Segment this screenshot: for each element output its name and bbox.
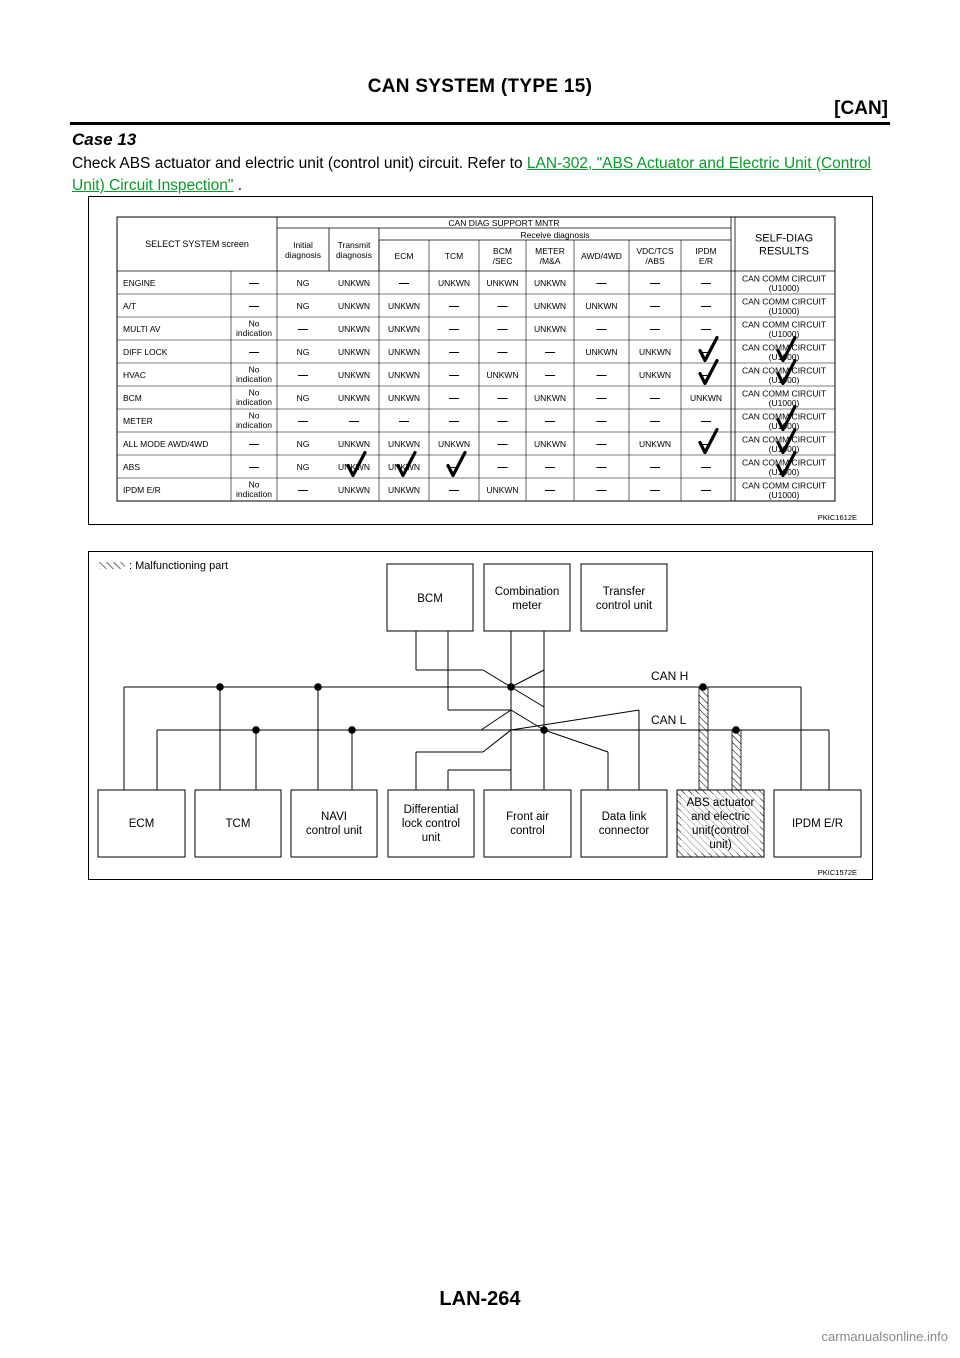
cell-initial: — (249, 347, 259, 358)
cell-result: CAN COMM CIRCUIT (741, 342, 827, 353)
junction-dot (732, 726, 740, 734)
cell-value: UNKWN (387, 370, 421, 380)
header-receive-col: METER (535, 245, 565, 256)
cell-dash: — (701, 278, 711, 289)
cell-value: UNKWN (387, 439, 421, 449)
cell-dash: — (449, 370, 459, 381)
cell-value: UNKWN (337, 278, 371, 288)
header-receive: Receive diagnosis (520, 230, 590, 240)
cell-value: UNKWN (337, 462, 371, 472)
cell-dash: — (545, 416, 555, 427)
header-receive-col: VDC/TCS (636, 245, 674, 256)
cell-dash: — (497, 439, 508, 450)
header-self-diag: RESULTS (759, 245, 809, 258)
cell-initial: indication (236, 420, 272, 431)
can-system-diagram (89, 552, 872, 879)
cell-dash: — (449, 347, 459, 358)
cell-result: (U1000) (768, 398, 800, 408)
cell-result: (U1000) (768, 329, 800, 339)
cell-value: UNKWN (533, 439, 567, 449)
cell-value: UNKWN (337, 347, 371, 357)
cell-dash: — (650, 393, 660, 404)
cell-result: CAN COMM CIRCUIT (741, 296, 827, 307)
header-initial: diagnosis (285, 249, 321, 260)
bottom-unit-label: connector (598, 825, 650, 838)
top-unit-label: BCM (417, 593, 443, 606)
cell-dash: — (497, 324, 508, 335)
cell-value: UNKWN (437, 278, 471, 288)
header-self-diag: SELF-DIAG (754, 232, 814, 245)
malfunction-wire-l (732, 730, 741, 790)
wire (483, 670, 511, 687)
cell-dash: — (298, 485, 308, 496)
row-system-name: A/T (123, 301, 137, 311)
header-receive-col: TCM (444, 250, 464, 261)
cell-dash: — (596, 370, 607, 381)
cell-dash: — (650, 416, 660, 427)
cell-value: NG (296, 278, 310, 288)
cell-value: UNKWN (337, 301, 371, 311)
bottom-unit-box (291, 790, 377, 857)
bottom-unit-box (581, 790, 667, 857)
cell-value: UNKWN (486, 370, 519, 380)
can-l-label: CAN L (651, 713, 687, 727)
cell-dash: — (449, 416, 459, 427)
cell-initial: No (248, 410, 260, 421)
cell-dash: — (497, 301, 508, 312)
header-receive-col: AWD/4WD (581, 250, 622, 261)
header-transmit: diagnosis (336, 249, 372, 260)
cell-initial: indication (236, 489, 272, 500)
cell-value: NG (296, 439, 310, 449)
header-receive-col: BCM (493, 245, 512, 256)
header-can-diag: CAN DIAG SUPPORT MNTR (448, 218, 560, 228)
cell-value: UNKWN (585, 301, 618, 311)
cell-initial: indication (236, 328, 272, 339)
bottom-unit-label: NAVI (321, 811, 347, 824)
cell-result: (U1000) (768, 375, 800, 385)
header-receive-col: ECM (394, 250, 414, 261)
bottom-unit-label: TCM (225, 818, 251, 831)
top-unit-label: meter (512, 600, 542, 613)
bottom-unit-label: control unit (305, 825, 363, 838)
cell-result: (U1000) (768, 421, 800, 431)
cell-dash: — (596, 462, 607, 473)
row-system-name: ABS (123, 462, 141, 472)
row-system-name: DIFF LOCK (123, 347, 168, 357)
cell-dash: — (596, 393, 607, 404)
cell-dash: — (701, 324, 711, 335)
cell-dash: — (545, 370, 555, 381)
wire (511, 687, 544, 707)
cell-value: NG (296, 462, 310, 472)
cell-value: UNKWN (387, 301, 421, 311)
bottom-unit-label: Differential (403, 804, 459, 817)
legend-hatch (99, 562, 125, 569)
cell-result: (U1000) (768, 283, 800, 293)
cell-dash: — (596, 278, 607, 289)
figure-id: PKIC1612E (817, 513, 857, 522)
cell-dash: — (545, 347, 555, 358)
reference-link[interactable]: LAN-302, "ABS Actuator and Electric Unit (Control Unit) Circuit Inspection" (72, 155, 871, 194)
section-tag: [CAN] (834, 98, 888, 119)
bottom-unit-label: unit (421, 832, 441, 845)
row-system-name: IPDM E/R (123, 485, 161, 495)
legend-text: : Malfunctioning part (129, 560, 229, 572)
bottom-unit-label: ABS actuator (686, 797, 755, 810)
cell-value: UNKWN (486, 278, 519, 288)
page-title: CAN SYSTEM (TYPE 15) (367, 76, 593, 97)
cell-value: UNKWN (486, 485, 519, 495)
wire (483, 730, 511, 752)
can-diag-table-figure (88, 196, 873, 525)
cell-value: UNKWN (533, 324, 567, 334)
cell-dash: — (449, 485, 459, 496)
cell-dash: — (497, 462, 508, 473)
cell-dash: — (650, 324, 660, 335)
cell-dash: — (701, 462, 711, 473)
cell-dash: — (701, 370, 711, 381)
cell-value: UNKWN (387, 324, 421, 334)
cell-result: (U1000) (768, 306, 800, 316)
cell-dash: — (596, 324, 607, 335)
header-receive-col: /ABS (645, 255, 665, 266)
cell-value: UNKWN (638, 439, 672, 449)
cell-result: CAN COMM CIRCUIT (741, 365, 827, 376)
cell-dash: — (349, 416, 359, 427)
cell-initial: No (248, 479, 260, 490)
cell-dash: — (701, 485, 711, 496)
cell-result: CAN COMM CIRCUIT (741, 434, 827, 445)
cell-initial: No (248, 318, 260, 329)
row-system-name: BCM (123, 393, 142, 403)
cell-dash: — (701, 439, 711, 450)
cell-dash: — (449, 462, 459, 473)
table-border (117, 217, 835, 501)
row-system-name: ENGINE (123, 278, 156, 288)
top-unit-label: Transfer (602, 586, 646, 599)
bottom-unit-label: Data link (601, 811, 647, 824)
page-number: LAN-264 (439, 1288, 521, 1310)
body-end: . (233, 177, 243, 194)
header-receive-col: IPDM (695, 245, 717, 256)
junction-dot (252, 726, 260, 734)
cell-result: (U1000) (768, 467, 800, 477)
cell-result: CAN COMM CIRCUIT (741, 319, 827, 330)
cell-dash: — (596, 485, 607, 496)
cell-initial: — (249, 278, 259, 289)
body-text: Check ABS actuator and electric unit (control unit) circuit. Refer to (72, 155, 527, 172)
cell-result: CAN COMM CIRCUIT (741, 480, 827, 491)
cell-dash: — (596, 439, 607, 450)
cell-dash: — (650, 278, 660, 289)
header-receive-col: /M&A (539, 255, 561, 266)
cell-value: UNKWN (638, 370, 672, 380)
cell-dash: — (497, 393, 508, 404)
cell-value: UNKWN (337, 324, 371, 334)
row-system-name: MULTI AV (123, 324, 161, 334)
row-system-name: METER (123, 416, 153, 426)
body-paragraph (72, 153, 890, 197)
junction-dot (348, 726, 356, 734)
cell-value: UNKWN (533, 278, 567, 288)
bottom-unit-label: Front air (506, 811, 549, 824)
can-h-label: CAN H (651, 669, 689, 683)
cell-dash: — (701, 416, 711, 427)
can-system-diagram-figure (88, 551, 873, 880)
figure-id: PKIC1572E (817, 868, 857, 877)
cell-result: (U1000) (768, 490, 800, 500)
cell-result: CAN COMM CIRCUIT (741, 457, 827, 468)
cell-value: UNKWN (387, 347, 421, 357)
cell-value: UNKWN (638, 347, 672, 357)
cell-dash: — (449, 301, 459, 312)
cell-dash: — (701, 347, 711, 358)
cell-value: UNKWN (337, 485, 371, 495)
wire (544, 730, 608, 752)
header-initial: Initial (293, 239, 313, 250)
header-receive-col: E/R (698, 255, 714, 266)
cell-result: (U1000) (768, 444, 800, 454)
cell-initial: — (249, 301, 259, 312)
bottom-unit-box (484, 790, 571, 857)
cell-initial: No (248, 387, 260, 398)
cell-dash: — (596, 416, 607, 427)
cell-initial: No (248, 364, 260, 375)
cell-dash: — (449, 324, 459, 335)
cell-initial: — (249, 439, 259, 450)
cell-dash: — (545, 485, 555, 496)
cell-value: UNKWN (689, 393, 723, 403)
header-select-system: SELECT SYSTEM screen (145, 239, 249, 249)
bottom-unit-label: lock control (401, 818, 461, 831)
cell-result: CAN COMM CIRCUIT (741, 388, 827, 399)
cell-dash: — (545, 462, 555, 473)
cell-value: UNKWN (387, 462, 421, 472)
bottom-unit-label: unit) (709, 839, 732, 852)
cell-initial: — (249, 462, 259, 473)
cell-value: UNKWN (337, 370, 371, 380)
malfunction-wire-h (699, 687, 708, 790)
cell-result: (U1000) (768, 352, 800, 362)
cell-dash: — (298, 324, 308, 335)
can-diag-table (89, 197, 872, 524)
cell-dash: — (497, 416, 508, 427)
cell-value: NG (296, 347, 310, 357)
junction-dot (507, 683, 515, 691)
cell-value: UNKWN (337, 393, 371, 403)
row-system-name: HVAC (123, 370, 146, 380)
junction-dot (314, 683, 322, 691)
cell-value: UNKWN (585, 347, 618, 357)
cell-initial: indication (236, 397, 272, 408)
wire (481, 710, 511, 730)
bottom-unit-label: unit(control (692, 825, 749, 838)
cell-dash: — (497, 347, 508, 358)
junction-dot (216, 683, 224, 691)
cell-result: CAN COMM CIRCUIT (741, 411, 827, 422)
cell-value: UNKWN (533, 393, 567, 403)
bottom-unit-label: IPDM E/R (791, 818, 844, 831)
cell-dash: — (650, 485, 660, 496)
watermark: carmanualsonline.info (821, 1329, 948, 1344)
cell-dash: — (650, 462, 660, 473)
cell-dash: — (449, 393, 459, 404)
header-rule (70, 122, 890, 125)
cell-value: UNKWN (387, 393, 421, 403)
cell-value: UNKWN (387, 485, 421, 495)
case-title: Case 13 (72, 130, 137, 149)
bottom-unit-label: ECM (128, 818, 155, 831)
cell-value: NG (296, 301, 310, 311)
top-unit-label: control unit (595, 600, 653, 613)
junction-dot (540, 726, 548, 734)
top-unit-label: Combination (494, 586, 560, 599)
row-system-name: ALL MODE AWD/4WD (123, 439, 209, 449)
cell-dash: — (399, 416, 409, 427)
header-receive-col: /SEC (492, 255, 513, 266)
wire (511, 670, 544, 687)
cell-value: UNKWN (437, 439, 471, 449)
cell-dash: — (650, 301, 660, 312)
bottom-unit-label: control (510, 825, 545, 838)
header-transmit: Transmit (337, 239, 371, 250)
cell-result: CAN COMM CIRCUIT (741, 273, 827, 284)
junction-dot (699, 683, 707, 691)
cell-value: NG (296, 393, 310, 403)
cell-dash: — (298, 416, 308, 427)
bottom-unit-label: and electric (691, 811, 750, 824)
cell-dash: — (298, 370, 308, 381)
cell-dash: — (399, 278, 409, 289)
cell-value: UNKWN (533, 301, 567, 311)
wire (511, 710, 639, 730)
cell-value: UNKWN (337, 439, 371, 449)
cell-dash: — (701, 301, 711, 312)
cell-initial: indication (236, 374, 272, 385)
